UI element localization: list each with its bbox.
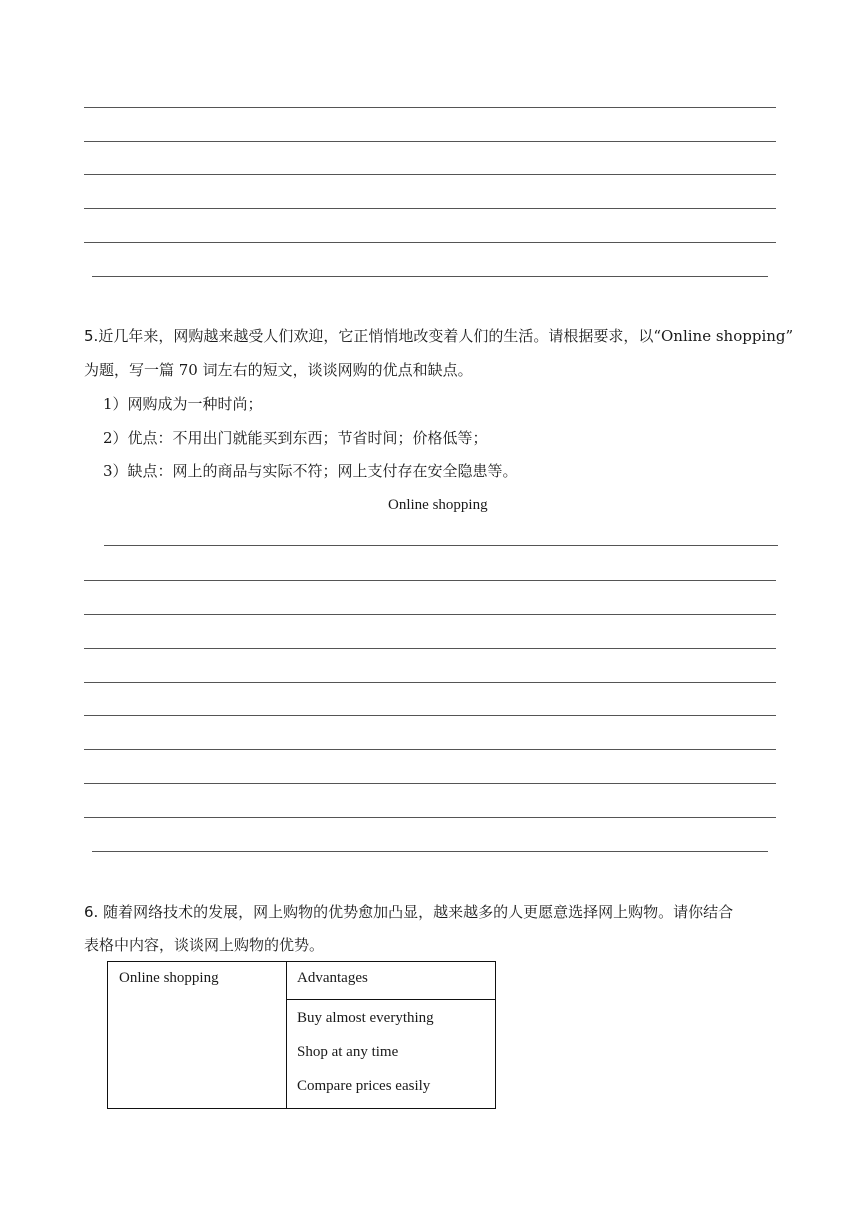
table-cell-header <box>287 962 496 1000</box>
q5-prompt-line2: 为题，写一篇 70 词左右的短文，谈谈网购的优点和缺点。 <box>84 361 473 379</box>
answer-line <box>84 648 776 649</box>
q5-number: 5 <box>84 327 94 345</box>
table-right-header: Advantages <box>297 970 368 986</box>
answer-line <box>84 682 776 683</box>
q6-number: 6 <box>84 903 94 921</box>
answer-line <box>92 276 768 277</box>
q5-essay-title: Online shopping <box>388 497 488 513</box>
advantage-item: Compare prices easily <box>297 1078 431 1094</box>
advantages-table <box>107 961 496 1109</box>
q5-point-2: 2）优点：不用出门就能买到东西；节省时间；价格低等； <box>103 429 488 447</box>
q6-prompt-line1 <box>84 902 733 922</box>
answer-line <box>84 614 776 615</box>
answer-line <box>84 174 776 175</box>
q5-point-1: 1）网购成为一种时尚； <box>103 395 263 413</box>
answer-line <box>84 107 776 108</box>
answer-line <box>84 783 776 784</box>
advantage-item: Buy almost everything <box>297 1010 434 1026</box>
answer-line <box>104 545 778 546</box>
advantage-item: Shop at any time <box>297 1044 399 1060</box>
table-cell-topic <box>108 962 287 1109</box>
table-left-header: Online shopping <box>119 970 219 986</box>
q5-prompt-line1 <box>84 326 793 346</box>
answer-line <box>84 141 776 142</box>
answer-line <box>84 580 776 581</box>
answer-line <box>84 749 776 750</box>
q6-prompt-line2: 表格中内容，谈谈网上购物的优势。 <box>84 936 325 954</box>
answer-line <box>84 208 776 209</box>
answer-line <box>92 851 768 852</box>
answer-line <box>84 242 776 243</box>
q5-point-3: 3）缺点：网上的商品与实际不符；网上支付存在安全隐患等。 <box>103 462 518 480</box>
table-cell-items <box>287 1000 496 1109</box>
q5-prompt-text: .近几年来，网购越来越受人们欢迎，它正悄悄地改变着人们的生活。请根据要求，以“Online shopping” <box>93 327 794 345</box>
answer-line <box>84 817 776 818</box>
answer-line <box>84 715 776 716</box>
q6-prompt-text: . 随着网络技术的发展，网上购物的优势愈加凸显，越来越多的人更愿意选择网上购物。请你结合 <box>93 903 734 921</box>
